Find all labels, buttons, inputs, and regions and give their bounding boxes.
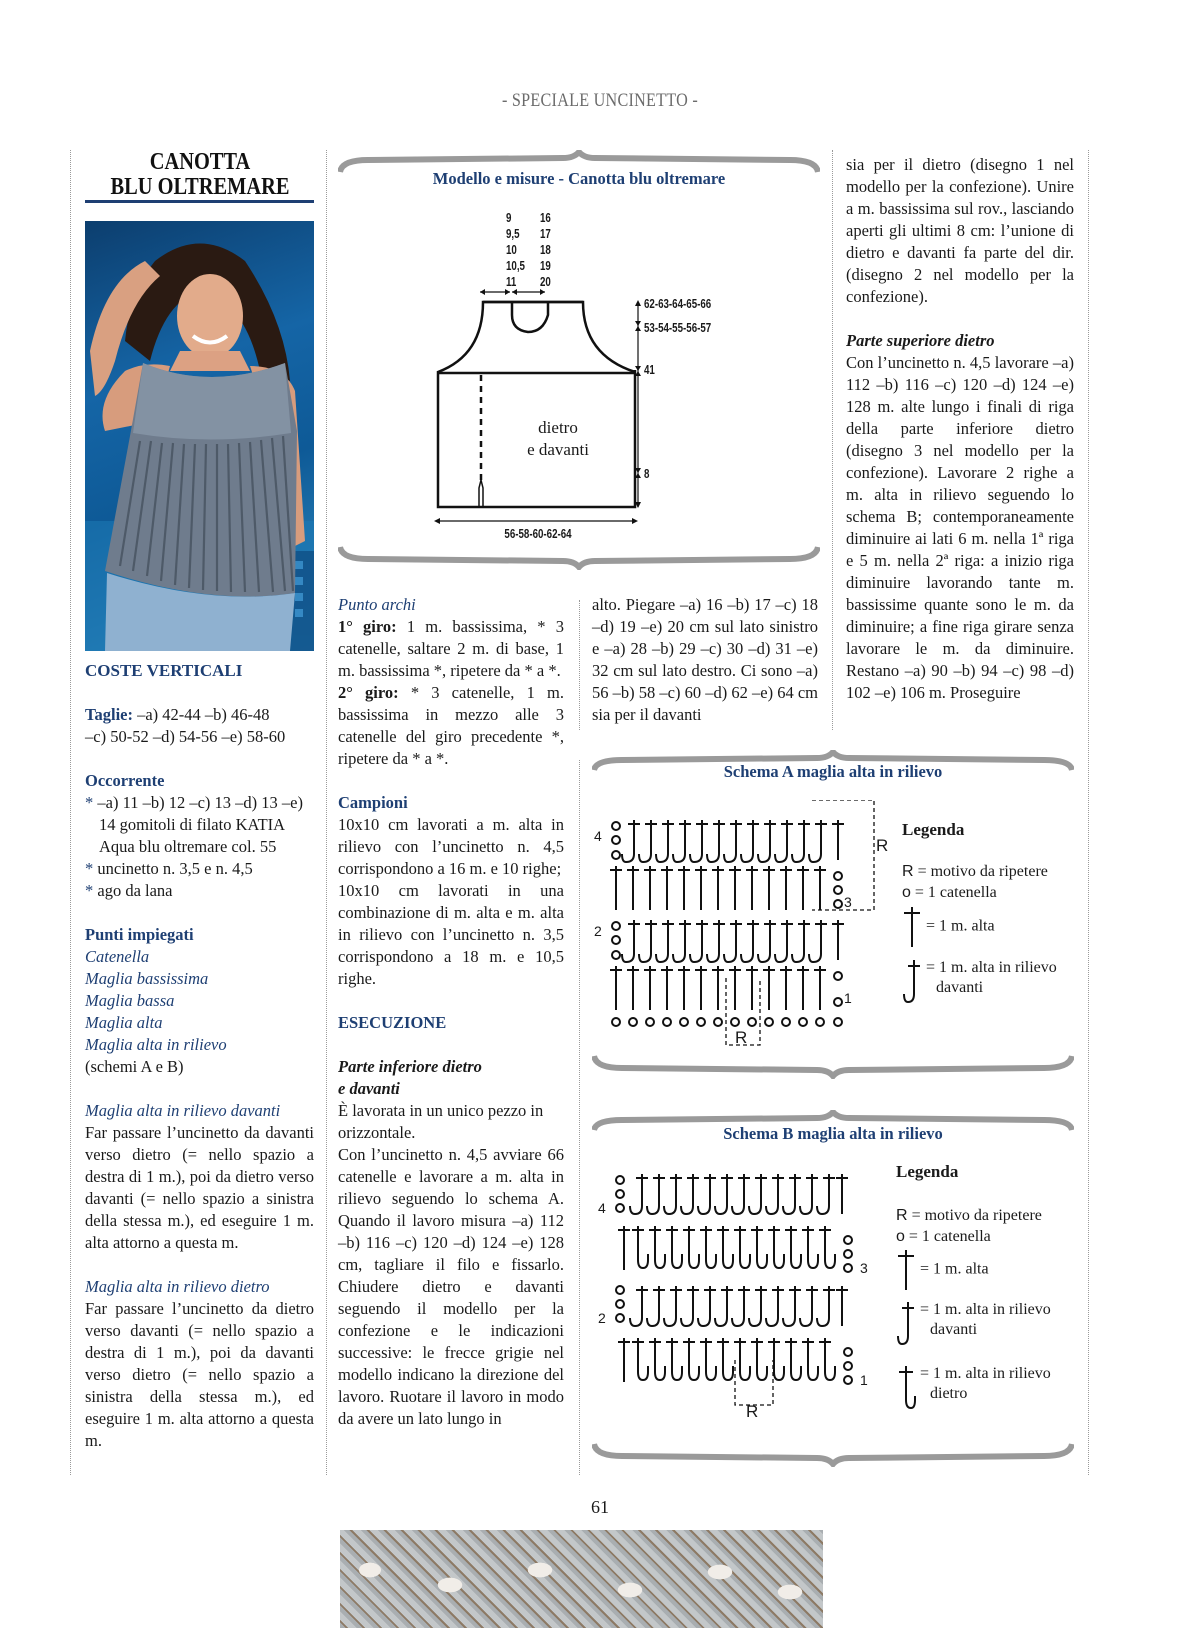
- punto-item: Maglia alta in rilievo: [85, 1035, 227, 1054]
- shoulder-sizes: [506, 210, 525, 290]
- giro1-text: 1 m. bassissima, * 3 catenelle, saltare 2 m. di base, 1 m. bassissima *, ripetere da * a *.: [338, 617, 564, 680]
- legend-item: [902, 958, 1057, 1004]
- row-label: 4: [594, 828, 602, 844]
- size-value: 17: [540, 226, 551, 241]
- taglie-label: Taglie:: [85, 705, 133, 724]
- legend-item: [896, 1248, 989, 1292]
- legend-item: [902, 862, 1048, 882]
- schema-a-panel: [592, 750, 1074, 1080]
- legend-item: [902, 883, 997, 903]
- lace-swatch-photo: [340, 1530, 823, 1628]
- giro1-label: 1° giro:: [338, 617, 397, 636]
- repeat-icon: R: [902, 863, 914, 880]
- middle-column: [338, 594, 564, 1430]
- occorrente-item: * ago da lana: [85, 881, 173, 900]
- campioni-title: Campioni: [338, 793, 408, 812]
- parte-inferiore-text: È lavorata in un unico pezzo in orizzontale.: [338, 1101, 544, 1142]
- taglie: [85, 704, 314, 726]
- third-column-text: alto. Piegare –a) 16 –b) 17 –c) 18 –d) 19 –e) 20 cm sul lato sinistro e –a) 28 –b) 29 –c) 30 –d) 31 –e) 32 cm sul lato destro. Ci sono –a) 56 –b) 58 –c) 60 –d) 62 –e) 64 cm sia per il davanti: [592, 595, 818, 724]
- legend-text: = 1 m. alta in rilievo: [926, 959, 1057, 976]
- repeat-marker: R: [735, 1028, 748, 1047]
- modello-panel: [338, 150, 820, 570]
- model-photo: [85, 221, 314, 651]
- rilievo-dietro-title: Maglia alta in rilievo dietro: [85, 1277, 270, 1296]
- chain-icon: o: [902, 884, 911, 901]
- legend-text: = 1 catenella: [904, 1228, 991, 1245]
- schema-b-chart: [592, 1170, 892, 1430]
- schema-b-panel: [592, 1110, 1074, 1470]
- rilievo-davanti-title: Maglia alta in rilievo davanti: [85, 1101, 281, 1120]
- row-label: 3: [844, 894, 852, 910]
- piece-label-line: e davanti: [527, 440, 589, 459]
- size-value: 9,5: [506, 226, 520, 241]
- schema-a-title: Schema A maglia alta in rilievo: [723, 762, 943, 781]
- legend-text: = motivo da ripetere: [913, 863, 1048, 880]
- giro-2: [338, 682, 564, 770]
- row-label: 4: [598, 1200, 606, 1216]
- occorrente-item-text: uncinetto n. 3,5 e n. 4,5: [97, 859, 253, 878]
- esecuzione-title: ESECUZIONE: [338, 1013, 447, 1032]
- repeat-icon: R: [896, 1207, 908, 1224]
- width-label: 56-58-60-62-64: [504, 526, 572, 541]
- giro2-text: * 3 catenelle, 1 m. bassissima in mezzo alle 3 catenelle del giro precedente *, ripetere da * a *.: [338, 683, 564, 768]
- piece-label: [498, 417, 618, 461]
- size-value: 19: [540, 258, 551, 273]
- legend-text: davanti: [930, 1321, 978, 1338]
- garment-schematic: [338, 150, 820, 570]
- legend-item: [896, 1364, 1051, 1410]
- parte-inferiore-title: e davanti: [338, 1079, 400, 1098]
- giro-1: [338, 616, 564, 682]
- section-title-coste-verticali: COSTE VERTICALI: [85, 661, 243, 680]
- total-height-label: 62-63-64-65-66: [644, 296, 712, 311]
- legend-text: davanti: [936, 979, 984, 996]
- row-label: 1: [844, 990, 852, 1006]
- column-divider: [326, 150, 327, 1475]
- article-title-line1: CANOTTA: [149, 149, 251, 175]
- double-crochet-icon: [902, 905, 922, 949]
- giro2-label: 2° giro:: [338, 683, 399, 702]
- punti-note: (schemi A e B): [85, 1057, 184, 1076]
- size-value: 18: [540, 242, 551, 257]
- title-underline: [85, 200, 314, 203]
- column-divider: [1088, 150, 1089, 1475]
- punti-title: Punti impiegati: [85, 925, 194, 944]
- right-column-text: sia per il dietro (disegno 1 nel modello per la confezione). Unire a m. bassissima sul rov., lasciando aperti gli ultimi 8 cm: l’unione di dietro e davanti fa parte del dir. (disegno 2 nel modello per la confezione).: [846, 155, 1074, 306]
- size-value: 10,5: [506, 258, 525, 273]
- legend-title: Legenda: [902, 820, 965, 839]
- column-divider: [70, 150, 71, 1475]
- modello-title: Modello e misure - Canotta blu oltremare: [432, 169, 726, 188]
- double-crochet-icon: [896, 1248, 916, 1292]
- occorrente-item-text: ago da lana: [97, 881, 173, 900]
- size-value: 9: [506, 210, 512, 225]
- size-value: 16: [540, 210, 551, 225]
- legend-item: [896, 1206, 1042, 1226]
- column-divider: [832, 150, 833, 730]
- front-post-dc-icon: [896, 1300, 916, 1346]
- lower-height-label: 41: [644, 362, 655, 377]
- slit-label: 8: [644, 466, 650, 481]
- occorrente-item-text: –a) 11 –b) 12 –c) 13 –d) 13 –e) 14 gomitoli di filato KATIA Aqua blu oltremare col. 55: [97, 793, 303, 856]
- occorrente-item: * uncinetto n. 3,5 e n. 4,5: [85, 859, 253, 878]
- campioni-text: 10x10 cm lavorati a m. alta in rilievo con l’uncinetto n. 4,5 corrispondono a 16 m. e 10 righe;: [338, 815, 564, 878]
- article-title: [102, 150, 298, 200]
- punto-item: Maglia bassa: [85, 991, 175, 1010]
- size-value: 10: [506, 242, 517, 257]
- back-post-dc-icon: [896, 1364, 916, 1410]
- occorrente-item: * –a) 11 –b) 12 –c) 13 –d) 13 –e) 14 gomitoli di filato KATIA Aqua blu oltremare col. 55: [85, 793, 303, 856]
- running-head: - SPECIALE UNCINETTO -: [502, 90, 698, 111]
- rilievo-davanti-text: Far passare l’uncinetto da davanti verso dietro (= nello spazio a destra di 1 m.), poi da dietro verso davanti (= nello spazio a sinistra della stessa m.), ed eseguire 1 m. alta attorno a questa m.: [85, 1123, 314, 1252]
- occorrente-title: Occorrente: [85, 771, 165, 790]
- left-column: [85, 660, 314, 1452]
- punto-item: Maglia alta: [85, 1013, 163, 1032]
- chain-icon: o: [896, 1228, 905, 1245]
- legend-item: [896, 1300, 1051, 1346]
- right-column: [846, 154, 1074, 704]
- rilievo-dietro-text: Far passare l’uncinetto da dietro verso davanti (= nello spazio a destra di 1 m.), poi da davanti verso dietro (= nello spazio a sinistra della stessa m.), ed eseguire 1 m. alta attorno a questa m.: [85, 1299, 314, 1450]
- right-column-text: Con l’uncinetto n. 4,5 lavorare –a) 112 –b) 116 –c) 120 –d) 124 –e) 128 m. alte lungo i finali di riga della parte inferiore dietro (disegno 3 nel modello per la confezione). Lavorare 2 righe a m. alta in rilievo seguendo lo schema B; contemporaneamente diminuire ai lati 6 m. nella 1ª riga e 5 m. nella 2ª riga: a inizio riga diminuire lavorando tante m. bassissime quante sono le m. da diminuire; a fine riga girare senza lavorare le m. da diminuire. Restano –a) 90 –b) 94 –c) 98 –d) 102 –e) 106 m. Proseguire: [846, 353, 1074, 702]
- legend-text: = motivo da ripetere: [907, 1207, 1042, 1224]
- bottom-bracket-icon: [592, 1054, 1074, 1079]
- punto-item: Catenella: [85, 947, 150, 966]
- column-divider: [579, 600, 580, 730]
- legend-text: = 1 m. alta: [926, 917, 995, 935]
- legend-title: Legenda: [896, 1162, 959, 1181]
- page-number: 61: [591, 1497, 609, 1517]
- legend-text: = 1 catenella: [910, 884, 997, 901]
- legend-item: [902, 905, 995, 949]
- front-post-dc-icon: [902, 958, 922, 1004]
- punto-archi-title: Punto archi: [338, 595, 416, 614]
- piece-label-line: dietro: [538, 418, 578, 437]
- schema-b-title: Schema B maglia alta in rilievo: [723, 1124, 943, 1143]
- row-label: 3: [860, 1260, 868, 1276]
- legend-text: = 1 m. alta in rilievo: [920, 1365, 1051, 1382]
- legend-text: = 1 m. alta: [920, 1260, 989, 1278]
- article-title-line2: BLU OLTREMARE: [110, 174, 290, 200]
- armhole-label: 53-54-55-56-57: [644, 320, 712, 335]
- taglie-line2: –c) 50-52 –d) 54-56 –e) 58-60: [85, 727, 286, 746]
- size-value: 11: [506, 274, 517, 289]
- neck-sizes: [540, 210, 551, 290]
- bottom-bracket-icon: [592, 1442, 1074, 1467]
- schema-a-chart: [592, 800, 892, 1050]
- repeat-marker: R: [876, 836, 889, 855]
- row-label: 2: [594, 923, 602, 939]
- legend-text: dietro: [930, 1385, 968, 1402]
- campioni-text: 10x10 cm lavorati in una combinazione di m. alta e m. alta in rilievo con l’uncinetto n. 3,5 corrispondono a 18 m. e 10,5 righe.: [338, 881, 564, 988]
- legend-text: = 1 m. alta in rilievo: [920, 1301, 1051, 1318]
- legend-item: [896, 1227, 991, 1247]
- taglie-line1: –a) 42-44 –b) 46-48: [132, 705, 270, 724]
- repeat-marker: R: [746, 1402, 759, 1421]
- row-label: 2: [598, 1310, 606, 1326]
- parte-superiore-title: Parte superiore dietro: [846, 331, 995, 350]
- row-label: 1: [860, 1372, 868, 1388]
- column-divider: [579, 760, 580, 1475]
- size-value: 20: [540, 274, 551, 289]
- punto-item: Maglia bassissima: [85, 969, 209, 988]
- parte-inferiore-text: Con l’uncinetto n. 4,5 avviare 66 catenelle e lavorare a m. alta in rilievo seguendo lo schema A. Quando il lavoro misura –a) 112 –b) 116 –c) 120 –d) 124 –e) 128 cm, tagliare il filo e fissarlo. Chiudere dietro e davanti seguendo il modello per la confezione e le indicazioni successive: le frecce grigie nel modello indicano la direzione del lavoro. Ruotare il lavoro in modo da avere un lato lungo in: [338, 1145, 564, 1428]
- parte-inferiore-title: Parte inferiore dietro: [338, 1057, 482, 1076]
